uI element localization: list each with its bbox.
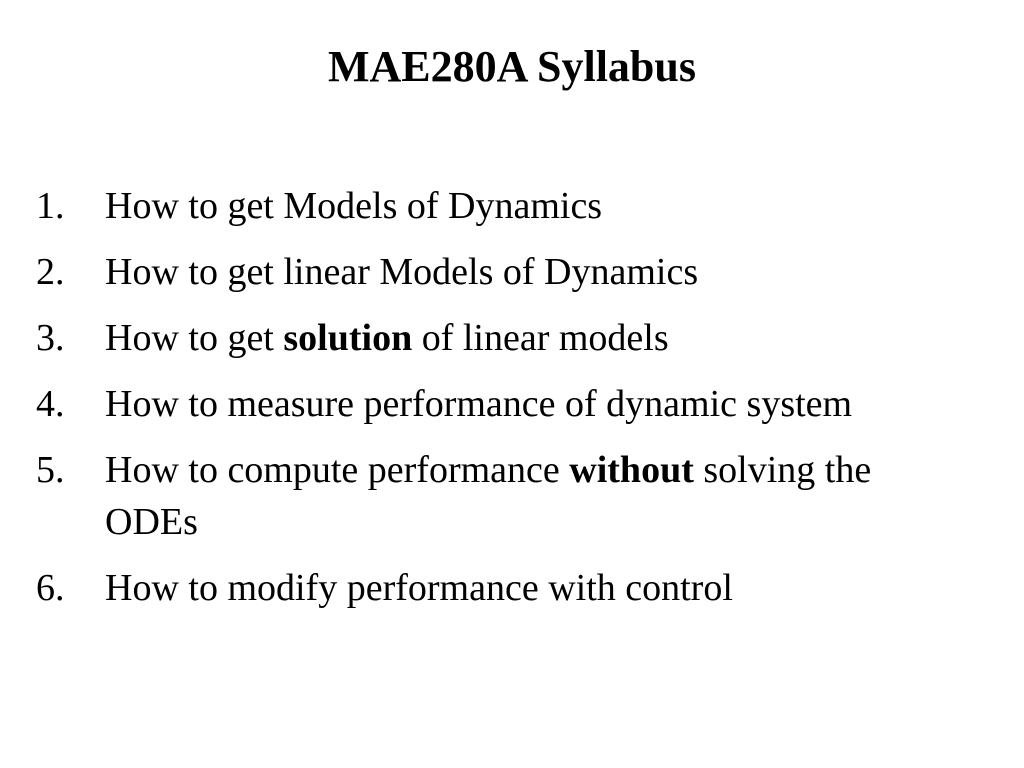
item-text: How to get Models of Dynamics	[105, 185, 603, 227]
item-number: 2.	[36, 251, 65, 293]
item-number: 3.	[36, 317, 65, 359]
item-text-before: How to get	[105, 317, 284, 359]
list-item	[36, 444, 1011, 548]
item-number: 4.	[36, 383, 65, 425]
item-number: 5.	[36, 449, 65, 491]
item-text	[105, 444, 965, 548]
item-number: 6.	[36, 567, 65, 609]
item-text: How to measure performance of dynamic system	[105, 383, 853, 425]
item-bold-text: solution	[283, 317, 413, 359]
item-number: 1.	[36, 185, 65, 227]
list-item	[36, 246, 1011, 298]
item-text-before: How to compute performance	[105, 449, 570, 491]
item-text: How to modify performance with control	[105, 567, 733, 609]
item-bold-text: without	[569, 449, 694, 491]
item-text-after: of linear models	[412, 317, 669, 359]
slide-title: MAE280A Syllabus	[328, 42, 696, 91]
item-text: How to get linear Models of Dynamics	[105, 251, 699, 293]
list-item	[36, 562, 1011, 614]
list-item	[36, 180, 1011, 232]
item-text	[105, 312, 1011, 364]
item-text-after: solving the ODEs	[105, 449, 872, 543]
syllabus-list	[36, 180, 1011, 628]
list-item	[36, 378, 1011, 430]
list-item	[36, 312, 1011, 364]
